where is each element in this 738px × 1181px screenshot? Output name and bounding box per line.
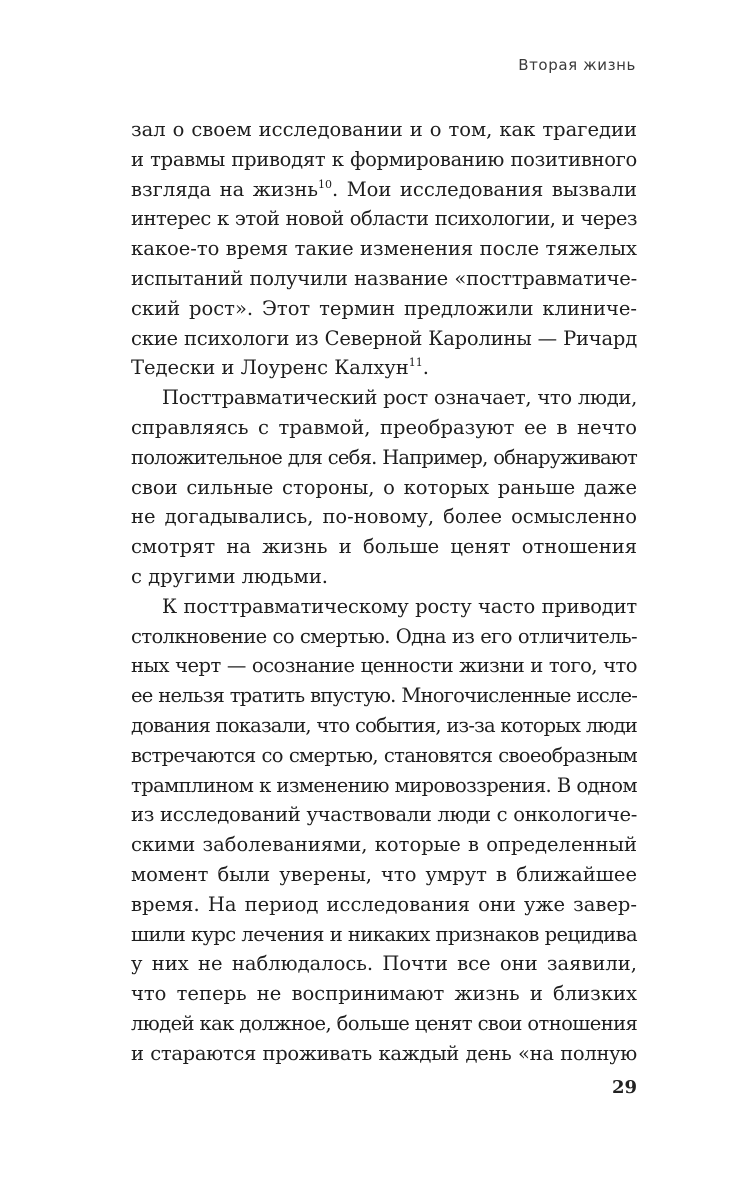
text-line: и травмы приводят к формированию позитивного — [131, 147, 637, 171]
paragraph-1 — [131, 115, 637, 383]
text-line: ных черт — осознание ценности жизни и того, что — [131, 654, 637, 678]
text-line — [131, 353, 637, 383]
page-number: 29 — [611, 1077, 637, 1098]
text-line: людей как должное, больше ценят свои отношения — [131, 1011, 638, 1035]
text-line: дования показали, что события, из-за которых люди — [131, 713, 637, 737]
text-line: шили курс лечения и никаких признаков рецидива — [131, 922, 637, 946]
text-line: трамплином к изменению мировоззрения. В одном — [131, 773, 637, 797]
text-line: ский рост». Этот термин предложили клиниче- — [131, 296, 637, 320]
text-segment: взгляда на жизнь — [131, 177, 318, 201]
text-line: и стараются проживать каждый день «на полную — [131, 1041, 637, 1065]
text-line: ские психологи из Северной Каролины — Ричард — [131, 326, 637, 350]
text-line: ее нельзя тратить впустую. Многочисленные иссле- — [131, 684, 637, 708]
text-line: справляясь с травмой, преобразуют ее в нечто — [131, 415, 637, 439]
running-head: Вторая жизнь — [518, 56, 636, 74]
text-line: у них не наблюдалось. Почти все они заявили, — [131, 952, 637, 976]
paragraph-2 — [131, 383, 637, 592]
text-line: из исследований участвовали люди с онкологиче- — [131, 803, 637, 827]
text-segment: . — [422, 356, 429, 380]
text-line: столкновение со смертью. Одна из его отличитель- — [131, 624, 637, 648]
text-line: испытаний получили название «посттравматиче- — [131, 266, 637, 290]
text-line — [131, 175, 637, 205]
text-line: положительное для себя. Например, обнаруживают — [131, 445, 637, 469]
text-line: скими заболеваниями, которые в определенный — [131, 833, 637, 857]
text-line: какое-то время такие изменения после тяжелых — [131, 237, 637, 261]
text-line: время. На период исследования они уже завер- — [131, 892, 637, 916]
footnote-ref: 10 — [318, 177, 332, 191]
text-line: зал о своем исследовании и о том, как трагедии — [131, 118, 637, 141]
text-line: не догадывались, по-новому, более осмысленно — [131, 505, 637, 529]
text-line: К посттравматическому росту часто приводит — [162, 594, 637, 618]
text-line: что теперь не воспринимают жизнь и близких — [131, 982, 637, 1006]
text-line: свои сильные стороны, о которых раньше даже — [131, 475, 637, 499]
body-text — [131, 115, 637, 1069]
text-line: с другими людьми. — [131, 564, 329, 588]
paragraph-3 — [131, 592, 637, 1069]
text-segment: . Мои исследования вызвали — [332, 177, 637, 201]
text-line: встречаются со смертью, становятся своеобразным — [131, 743, 637, 767]
text-line: Посттравматический рост означает, что люди, — [162, 386, 637, 410]
footnote-ref: 11 — [408, 356, 423, 370]
text-line: смотрят на жизнь и больше ценят отношения — [131, 535, 637, 559]
text-line: интерес к этой новой области психологии, и через — [131, 207, 637, 231]
text-segment: Тедески и Лоуренс Калхун — [131, 356, 409, 380]
text-line: момент были уверены, что умрут в ближайшее — [131, 862, 637, 886]
